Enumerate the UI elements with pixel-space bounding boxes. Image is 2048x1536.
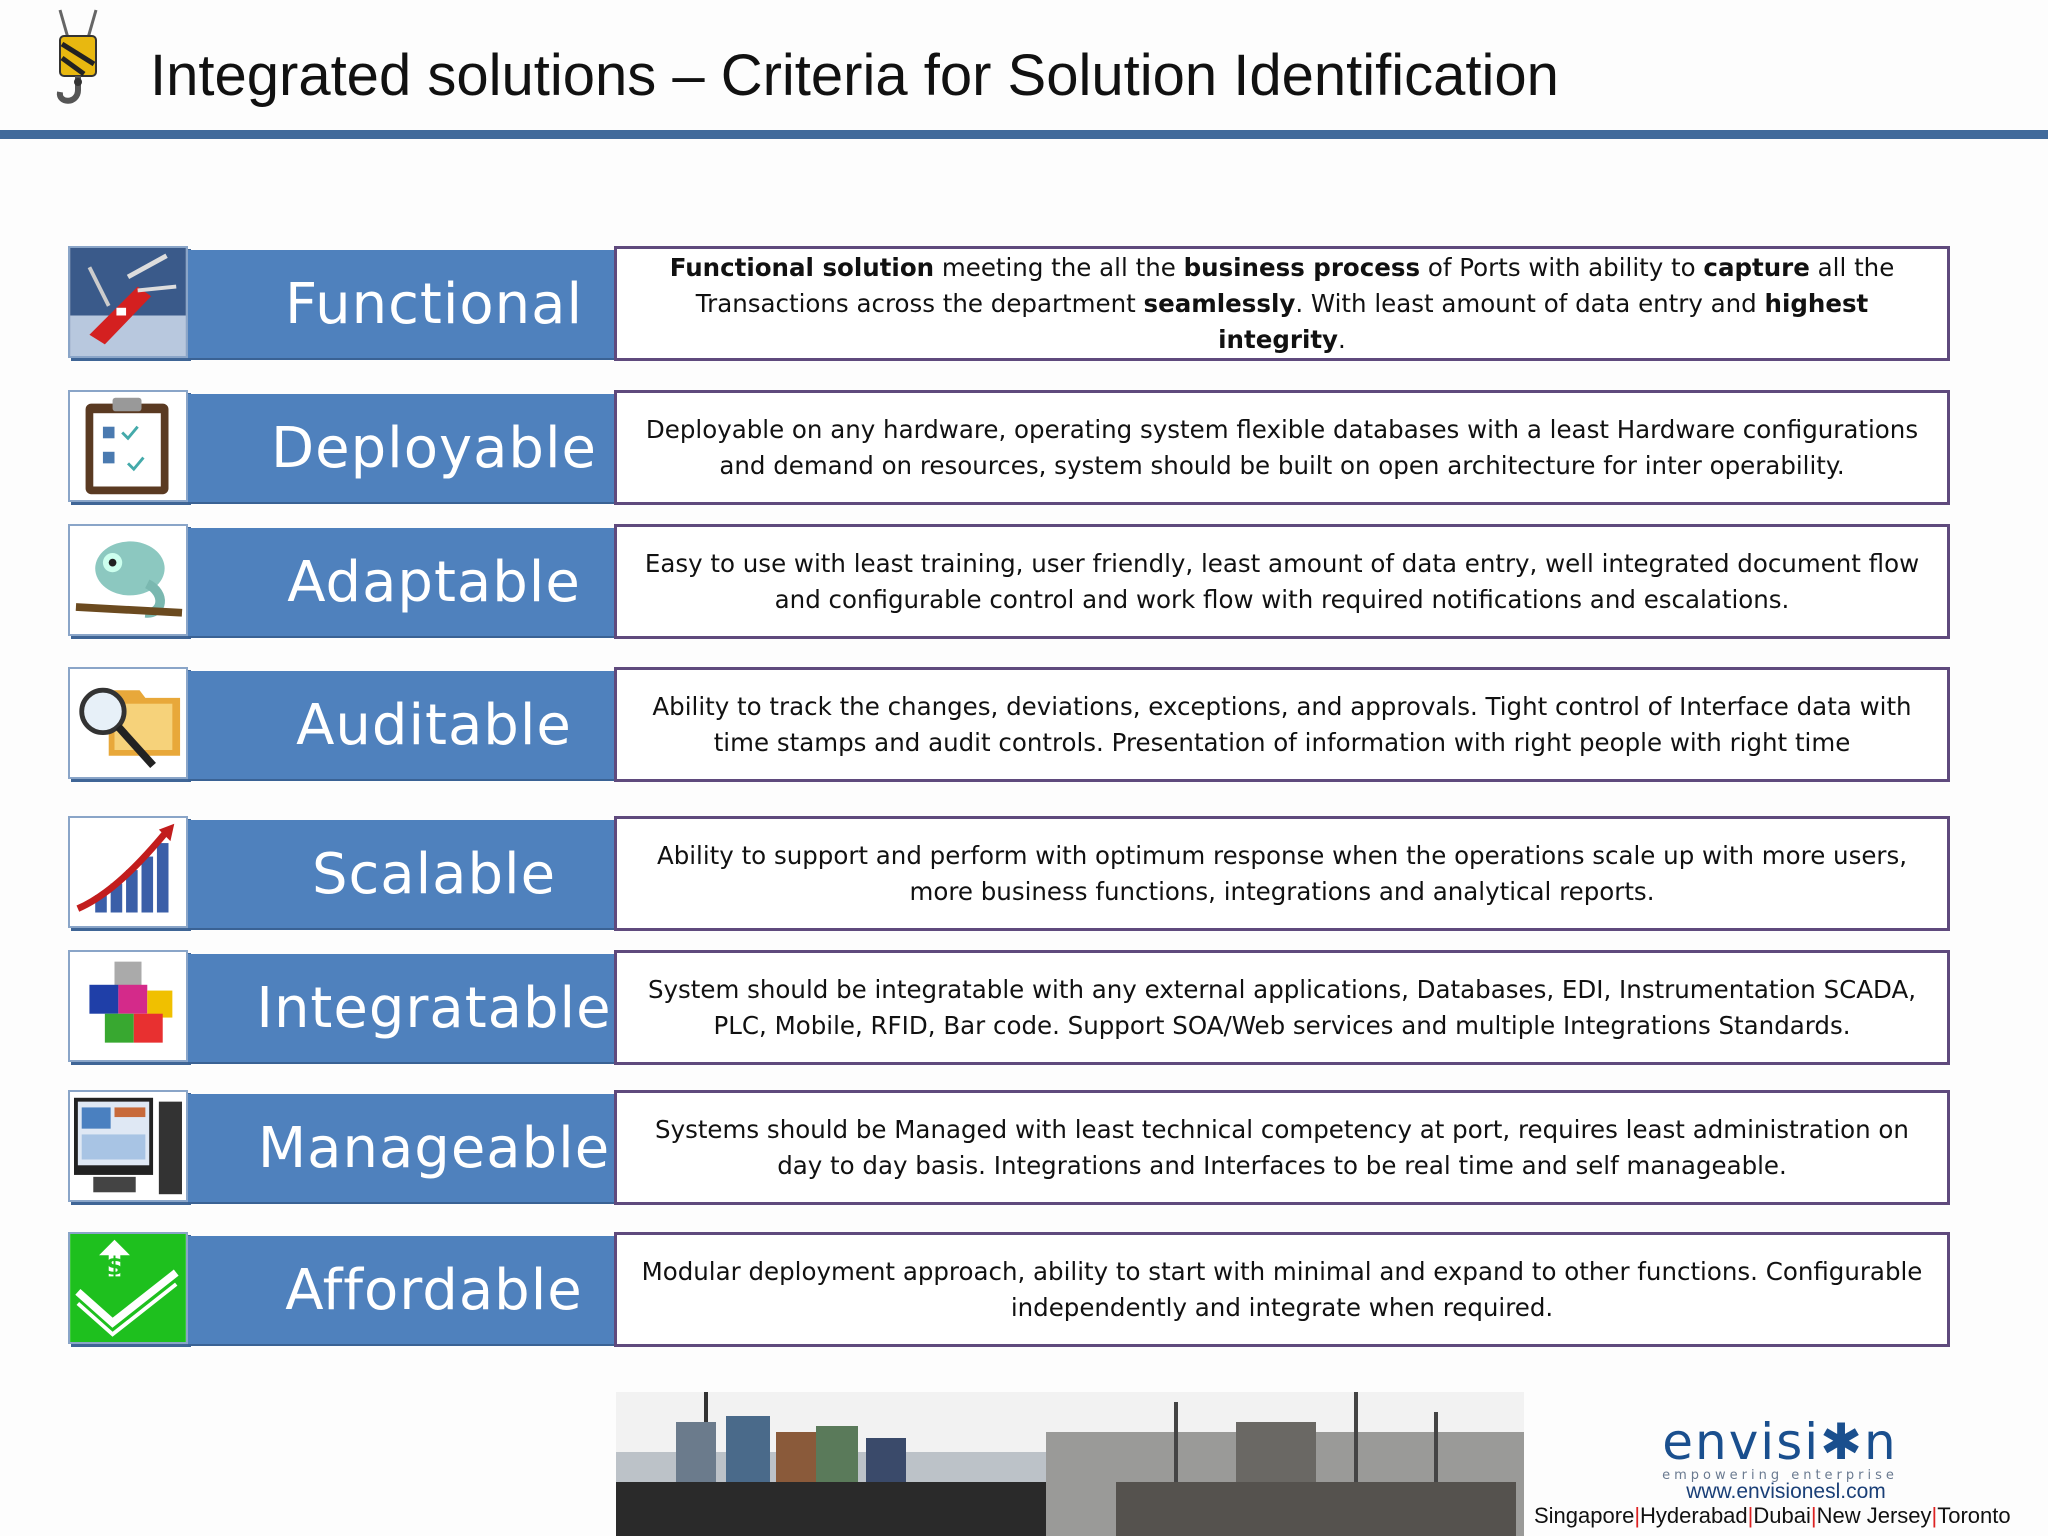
svg-text:$: $	[105, 1251, 124, 1281]
logo-wordmark: envisi✱n	[1662, 1413, 1898, 1471]
desc-text: . With least amount of data entry and	[1295, 288, 1765, 318]
city-label: New Jersey	[1816, 1503, 1932, 1528]
desc-text: meeting the all the	[934, 252, 1184, 282]
desc-bold-text: Functional solution	[669, 252, 935, 282]
criteria-label: Affordable	[188, 1236, 680, 1344]
criteria-label: Scalable	[188, 820, 680, 928]
criteria-label: Adaptable	[188, 528, 680, 636]
criteria-description: Easy to use with least training, user friendly, least amount of data entry, well integrated document flow and configurable control and work flow with required notifications and escalations.	[614, 524, 1950, 639]
ship-photo	[616, 1392, 1524, 1536]
criteria-description: Deployable on any hardware, operating system flexible databases with a least Hardware configurations and demand on resources, system should be built on open architecture for inter operability.	[614, 390, 1950, 505]
office-locations	[1534, 1503, 2046, 1529]
puzzle-icon	[68, 950, 188, 1062]
swiss-army-knife-icon	[68, 246, 188, 358]
logo-tagline: empowering enterprise	[1662, 1468, 1898, 1483]
city-label: Dubai	[1753, 1503, 1811, 1528]
separator: |	[1931, 1503, 1938, 1528]
dollar-hand-icon	[68, 1232, 188, 1344]
clipboard-icon	[68, 390, 188, 502]
criteria-label: Auditable	[188, 671, 680, 779]
crane-hook-icon	[44, 8, 112, 118]
criteria-label: Deployable	[188, 394, 680, 502]
desc-text: .	[1338, 324, 1346, 354]
growth-chart-icon	[68, 816, 188, 928]
criteria-description: Modular deployment approach, ability to start with minimal and expand to other functions. Configurable independently and integrate when required.	[614, 1232, 1950, 1347]
criteria-description: Ability to track the changes, deviations, exceptions, and approvals. Tight control of Interface data with time stamps and audit controls. Presentation of information with right people with right time	[614, 667, 1950, 782]
computer-icon	[68, 1090, 188, 1202]
slide-header	[0, 0, 2048, 132]
criteria-label: Integratable	[188, 954, 680, 1062]
chameleon-icon	[68, 524, 188, 636]
separator: |	[1634, 1503, 1641, 1528]
desc-text: of Ports with ability to	[1420, 252, 1704, 282]
website-link[interactable]: www.envisionesl.com	[1686, 1480, 1886, 1503]
city-label: Hyderabad	[1640, 1503, 1748, 1528]
criteria-description	[614, 246, 1950, 361]
desc-bold-text: capture	[1703, 252, 1810, 282]
separator: |	[1810, 1503, 1817, 1528]
criteria-description: System should be integratable with any external applications, Databases, EDI, Instrumentation SCADA, PLC, Mobile, RFID, Bar code. Support SOA/Web services and multiple Integrations Standards.	[614, 950, 1950, 1065]
separator: |	[1747, 1503, 1754, 1528]
criteria-description: Systems should be Managed with least technical competency at port, requires least administration on day to day basis. Integrations and Interfaces to be real time and self manageable.	[614, 1090, 1950, 1205]
page-title: Integrated solutions – Criteria for Solution Identification	[150, 43, 1559, 108]
desc-bold-text: business process	[1183, 252, 1421, 282]
city-label: Singapore	[1534, 1503, 1635, 1528]
desc-bold-text: seamlessly	[1143, 288, 1296, 318]
folder-magnifier-icon	[68, 667, 188, 779]
desc-bold-text: highest integrity	[1218, 288, 1869, 354]
desc-text: all the Transactions across the department	[695, 252, 1895, 318]
criteria-label: Manageable	[188, 1094, 680, 1202]
criteria-description: Ability to support and perform with optimum response when the operations scale up with more users, more business functions, integrations and analytical reports.	[614, 816, 1950, 931]
city-label: Toronto	[1937, 1503, 2011, 1528]
title-divider	[0, 130, 2048, 139]
criteria-label: Functional	[188, 250, 680, 358]
envision-logo	[1660, 1413, 1900, 1483]
